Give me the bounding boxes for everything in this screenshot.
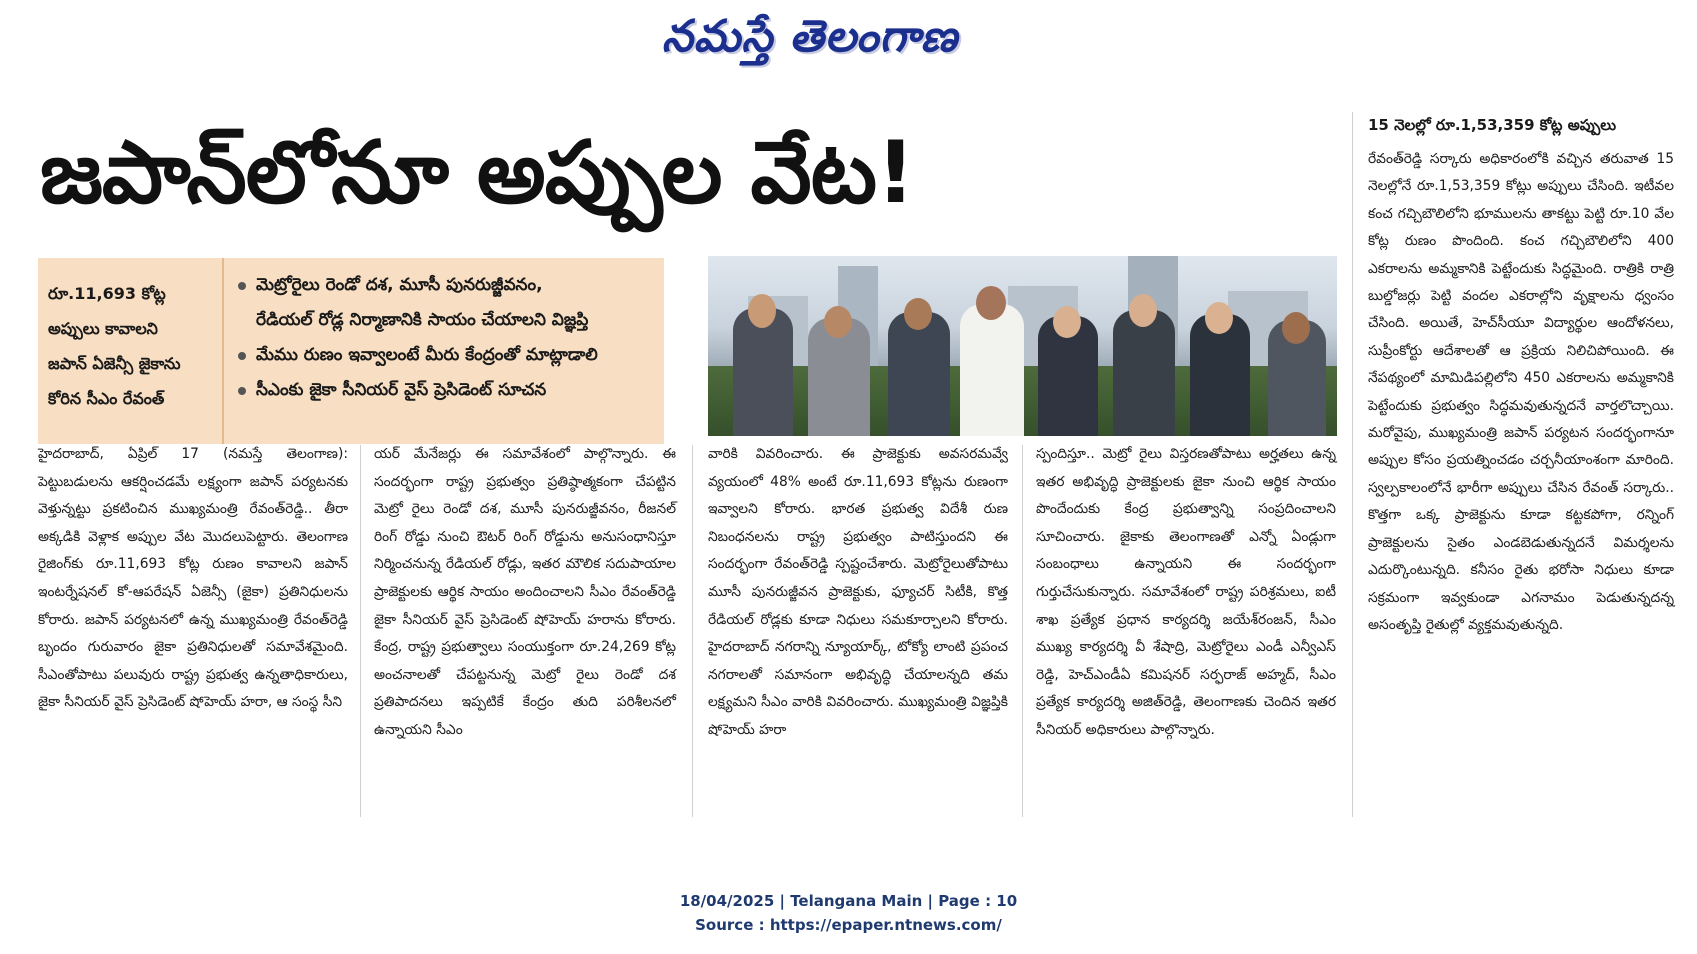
bullet-dot-icon	[238, 282, 246, 290]
summary-box	[38, 258, 664, 444]
footer-source: Source : https://epaper.ntnews.com/	[695, 916, 1002, 934]
summary-bullet	[234, 338, 654, 373]
photo-person-head	[1053, 306, 1081, 338]
sidebar-article	[1368, 112, 1674, 639]
summary-left-line: కోరిన సీఎం రేవంత్	[48, 389, 165, 408]
bullet-dot-icon	[238, 352, 246, 360]
photo-person	[1113, 310, 1175, 436]
masthead-logo-text: నమస్తే తెలంగాణ	[661, 11, 959, 62]
summary-bullet	[234, 268, 654, 338]
photo-person	[888, 312, 950, 436]
summary-left	[48, 276, 210, 416]
headline: జపాన్‌లోనూ అప్పుల వేట!	[40, 123, 915, 223]
photo-person-head	[976, 286, 1006, 320]
photo-person-head	[748, 294, 776, 328]
summary-divider	[222, 258, 224, 444]
column-separator	[692, 445, 693, 817]
summary-bullet	[234, 373, 654, 408]
summary-left-line: రూ.11,693 కోట్ల	[48, 284, 166, 303]
article-column-3: వారికి వివరించారు. ఈ ప్రాజెక్టుకు అవసరమవ్వే వ్యయంలో 48% అంటే రూ.11,693 కోట్లను రుణంగా ఇవ్వాలని కోరారు. భారత ప్రభుత్వ విదేశీ రుణ నిబంధనలను రాష్ట్ర ప్రభుత్వం పాటిస్తుందని ఈ సందర్భంగా రేవంత్‌రెడ్డి స్పష్టంచేశారు. మెట్రోరైలుతోపాటు మూసీ పునరుజ్జీవన ప్రాజెక్టుకు, ఫ్యూచర్ సిటీకి, కొత్త రేడియల్ రోడ్లకు కూడా నిధులు సమకూర్చాలని కోరారు. హైదరాబాద్ నగరాన్ని న్యూయార్క్, టోక్యో లాంటి ప్రపంచ నగరాలతో సమానంగా అభివృద్ధి చేయాలన్నది తమ లక్ష్యమని సీఎం వారికి వివరించారు. ముఖ్యమంత్రి విజ్ఞప్తికి షోహెయ్ హరా	[708, 446, 1008, 738]
photo-person-head	[1129, 294, 1157, 327]
bullet-dot-icon	[238, 387, 246, 395]
bullet-text: రేడియల్ రోడ్ల నిర్మాణానికి సాయం చేయాలని విజ్ఞప్తి	[256, 310, 589, 330]
masthead	[600, 4, 1020, 70]
bullet-text: మెట్రోరైలు రెండో దశ, మూసీ పునరుజ్జీవనం,	[256, 275, 543, 295]
column-separator	[1022, 445, 1023, 817]
photo-person	[960, 304, 1024, 436]
summary-bullets	[234, 268, 654, 408]
article-column-1: హైదరాబాద్, ఏప్రిల్ 17 (నమస్తే తెలంగాణ): పెట్టుబడులను ఆకర్షించడమే లక్ష్యంగా జపాన్ పర్యటనకు వెళ్తున్నట్టు ప్రకటించిన ముఖ్యమంత్రి రేవంత్‌రెడ్డి.. తీరా అక్కడికి వెళ్లాక అప్పుల వేట మొదలుపెట్టారు. తెలంగాణ రైజింగ్‌కు రూ.11,693 కోట్ల రుణం కావాలని జపాన్ ఇంటర్నేషనల్ కో-ఆపరేషన్ ఏజెన్సీ (జైకా) ప్రతినిధులను కోరారు. జపాన్ పర్యటనలో ఉన్న ముఖ్యమంత్రి రేవంత్‌రెడ్డి బృందం గురువారం జైకా ప్రతినిధులతో సమావేశమైంది. సీఎంతోపాటు పలువురు రాష్ట్ర ప్రభుత్వ ఉన్నతాధికారులు, జైకా సీనియర్ వైస్ ప్రెసిడెంట్ షోహెయ్ హరా, ఆ సంస్థ సీని	[38, 446, 348, 711]
sidebar-body: రేవంత్‌రెడ్డి సర్కారు అధికారంలోకి వచ్చిన తరువాత 15 నెలల్లోనే రూ.1,53,359 కోట్లు అప్పులు చేసింది. ఇటీవల కంచ గచ్చిబౌలిలోని భూములను తాకట్టు పెట్టి రూ.10 వేల కోట్ల రుణం పొందింది. కంచ గచ్చిబౌలిలోని 400 ఎకరాలను అమ్మకానికి పెట్టేందుకు సిద్ధమైంది. రాత్రికి రాత్రి బుల్డోజర్లు పెట్టి వందల ఎకరాల్లోని వృక్షాలను ధ్వంసం చేసింది. అయితే, హెచ్‌సీయూ విద్యార్థుల ఆందోళనలు, సుప్రీంకోర్టు ఆదేశాలతో ఆ ప్రక్రియ నిలిచిపోయింది. ఈ నేపథ్యంలో మామిడిపల్లిలోని 450 ఎకరాలను అమ్మకానికి పెట్టేందుకు ప్రభుత్వం సిద్ధమవుతున్నదనే వార్తలొచ్చాయి. మరోవైపు, ముఖ్యమంత్రి జపాన్ పర్యటన సందర్భంగానూ అప్పుల కోసం ప్రయత్నించడం చర్చనీయాంశంగా మారింది. స్వల్పకాలంలోనే భారీగా అప్పులు చేసిన రేవంత్ సర్కారు.. కొత్తగా ఒక్క ప్రాజెక్టును కూడా కట్టకపోగా, రన్నింగ్ ప్రాజెక్టులను సైతం ఎండబెడుతున్నదనే విమర్శలను ఎదుర్కొంటున్నది. కనీసం రైతు భరోసా నిధులు కూడా సక్రమంగా ఇవ్వకుండా ఎగనామం పెడుతున్నదన్న అసంతృప్తి రైతుల్లో వ్యక్తమవుతున్నది.	[1368, 151, 1674, 633]
article-column-4: స్పందిస్తూ.. మెట్రో రైలు విస్తరణతోపాటు అర్హతలు ఉన్న ఇతర అభివృద్ధి ప్రాజెక్టులకు జైకా నుంచి ఆర్థిక సాయం పొందేందుకు కేంద్ర ప్రభుత్వాన్ని సంప్రదించాలని సూచించారు. జైకాకు తెలంగాణతో ఎన్నో ఏండ్లుగా సంబంధాలు ఉన్నాయని ఈ సందర్భంగా గుర్తుచేసుకున్నారు. సమావేశంలో రాష్ట్ర పరిశ్రమలు, ఐటీ శాఖ ప్రత్యేక ప్రధాన కార్యదర్శి జయేశ్‌రంజన్, సీఎం ముఖ్య కార్యదర్శి వీ శేషాద్రి, మెట్రోరైలు ఎండీ ఎన్వీఎస్ రెడ్డి, హెచ్‌ఎండీఏ కమిషనర్ సర్ఫరాజ్ అహ్మద్, సీఎం ప్రత్యేక కార్యదర్శి అజిత్‌రెడ్డి, తెలంగాణకు చెందిన ఇతర సీనియర్ అధికారులు పాల్గొన్నారు.	[1036, 446, 1336, 738]
photo-person-head	[824, 306, 852, 338]
summary-left-line: జపాన్ ఏజెన్సీ జైకాను	[48, 354, 181, 373]
photo-person-head	[1282, 312, 1310, 344]
sidebar-title: 15 నెలల్లో రూ.1,53,359 కోట్ల అప్పులు	[1368, 116, 1617, 134]
bullet-text: సీఎంకు జైకా సీనియర్ వైస్ ప్రెసిడెంట్ సూచన	[256, 380, 547, 400]
photo-person-head	[904, 298, 932, 330]
column-separator	[360, 445, 361, 817]
summary-left-line: అప్పులు కావాలని	[48, 319, 158, 338]
photo-person-head	[1205, 302, 1233, 334]
news-photo	[708, 256, 1337, 436]
bullet-text: మేము రుణం ఇవ్వాలంటే మీరు కేంద్రంతో మాట్లాడాలి	[256, 345, 598, 365]
article-column-2: యర్ మేనేజర్లు ఈ సమావేశంలో పాల్గొన్నారు. ఈ సందర్భంగా రాష్ట్ర ప్రభుత్వం ప్రతిష్ఠాత్మకంగా చేపట్టిన మెట్రో రైలు రెండో దశ, మూసీ పునరుజ్జీవనం, రీజనల్ రింగ్ రోడ్డు నుంచి ఔటర్ రింగ్ రోడ్డును అనుసంధానిస్తూ నిర్మించనున్న రేడియల్ రోడ్లు, ఇతర మౌలిక సదుపాయాల ప్రాజెక్టులకు ఆర్థిక సాయం అందించాలని సీఎం రేవంత్‌రెడ్డి జైకా సీనియర్ వైస్ ప్రెసిడెంట్ షోహెయ్ హరాను కోరారు. కేంద్ర, రాష్ట్ర ప్రభుత్వాలు సంయుక్తంగా రూ.24,269 కోట్ల అంచనాలతో చేపట్టనున్న మెట్రో రైలు రెండో దశ ప్రతిపాదనలు ఇప్పటికే కేంద్రం తుది పరిశీలనలో ఉన్నాయని సీఎం	[374, 446, 676, 738]
footer-date-page: 18/04/2025 | Telangana Main | Page : 10	[679, 892, 1018, 910]
column-separator	[1352, 112, 1353, 817]
